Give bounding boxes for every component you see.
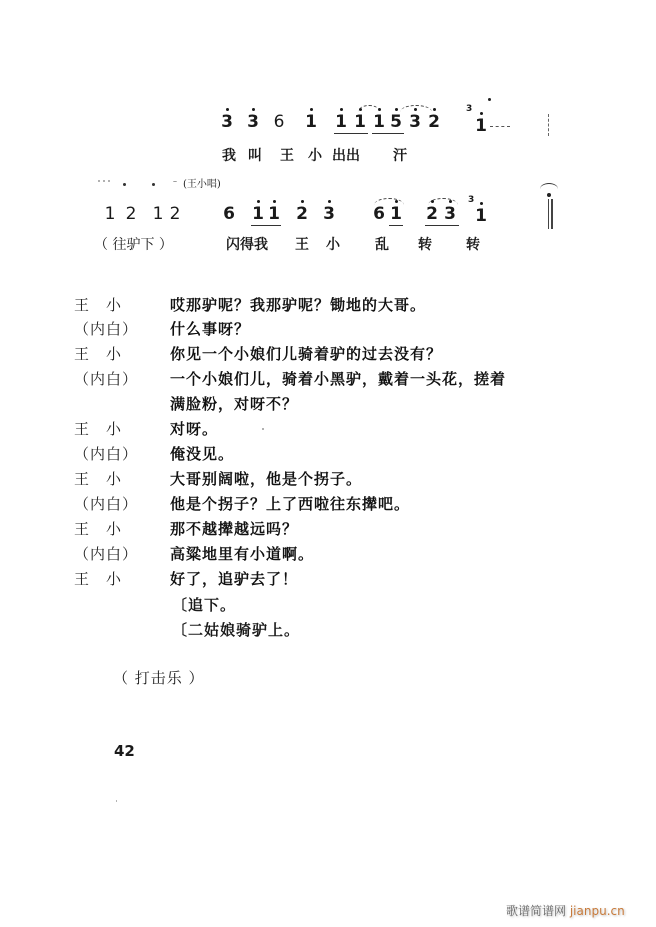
line-text: 满脸粉，对呀不？ — [170, 394, 299, 413]
speck — [108, 180, 110, 182]
grace-note: 3 — [466, 104, 473, 114]
speck — [123, 183, 126, 186]
watermark-site-name: 歌谱简谱网 — [506, 904, 567, 918]
beam-underline — [389, 225, 403, 226]
note: 1 — [152, 204, 164, 224]
beam-underline — [425, 225, 459, 226]
dialogue-line — [74, 491, 410, 515]
note: 2 — [425, 204, 439, 224]
page-number: 42 — [114, 742, 135, 760]
speaker: （内白） — [74, 494, 139, 513]
note: 5 — [389, 112, 403, 132]
dialogue-line — [74, 441, 234, 465]
grace-note: 3 — [468, 195, 475, 205]
line-text: 对呀。 — [170, 419, 219, 438]
note: 1 — [304, 112, 318, 132]
lyric: 叫 — [248, 148, 262, 164]
speaker: 王 小 — [74, 295, 123, 314]
percussion-cue: （ 打击乐 ） — [113, 669, 205, 687]
stage-direction: 〔追下。 — [172, 596, 237, 614]
line-text: 什么事呀？ — [170, 319, 251, 338]
note: 3 — [408, 112, 422, 132]
line-text: 一个小娘们儿，骑着小黑驴，戴着一头花，搓着 — [170, 369, 507, 388]
dialogue-line — [74, 541, 314, 565]
note: 2 — [169, 204, 181, 224]
lyric: 我 — [222, 148, 236, 164]
slur — [358, 105, 380, 112]
fermata-dot — [488, 98, 491, 101]
note: 2 — [427, 112, 441, 132]
speck — [152, 183, 155, 186]
note: 1 — [474, 116, 488, 136]
lyric: 转 — [418, 237, 432, 253]
line-text: 俺没见。 — [170, 444, 235, 463]
fermata-arc — [540, 183, 558, 189]
lyric: 汗 — [393, 148, 407, 164]
speck — [173, 181, 177, 182]
line-text: 大哥别阔啦，他是个拐子。 — [170, 469, 363, 488]
note: 6 — [373, 204, 385, 224]
barline — [548, 114, 550, 136]
final-barline-thick — [551, 199, 553, 229]
extension-dash — [490, 126, 510, 128]
note: 1 — [372, 112, 386, 132]
speck — [98, 180, 100, 182]
beam-underline — [334, 133, 368, 134]
lyric: 小 — [308, 148, 322, 164]
speck — [116, 800, 117, 802]
note: 1 — [389, 204, 403, 224]
dialogue-line — [74, 566, 298, 590]
dialogue-line — [74, 316, 250, 340]
note: 1 — [353, 112, 367, 132]
dialogue-line — [74, 341, 442, 365]
line-text: 你见一个小娘们儿骑着驴的过去没有？ — [170, 344, 443, 363]
note: 3 — [246, 112, 260, 132]
note: 3 — [443, 204, 457, 224]
line-text: 好了，追驴去了！ — [170, 569, 299, 588]
speck — [103, 180, 105, 182]
note: 1 — [334, 112, 348, 132]
speck — [262, 428, 264, 430]
slur — [374, 198, 404, 205]
speaker: （内白） — [74, 319, 139, 338]
line-text: 高粱地里有小道啊。 — [170, 544, 315, 563]
speaker: 王 小 — [74, 419, 123, 438]
speaker: 王 小 — [74, 469, 123, 488]
lyric: 王 — [280, 148, 294, 164]
watermark — [506, 902, 625, 919]
dialogue-line — [74, 416, 218, 440]
lyric: 小 — [326, 237, 340, 253]
note: 3 — [220, 112, 234, 132]
lyric: 闪得我 — [226, 237, 268, 253]
beam-underline — [372, 133, 404, 134]
note: 3 — [322, 204, 336, 224]
note: 6 — [223, 204, 235, 224]
note: 2 — [125, 204, 137, 224]
note: 1 — [251, 204, 265, 224]
dialogue-line-continued — [74, 391, 298, 415]
speaker: 王 小 — [74, 519, 123, 538]
dialogue-line — [74, 292, 426, 316]
lyric: 转 — [466, 237, 480, 253]
slur — [428, 198, 458, 205]
stage-lyric: （ 往驴下 ） — [94, 237, 173, 253]
speaker: 王 小 — [74, 569, 123, 588]
lyric: 乱 — [375, 237, 389, 253]
note: 2 — [295, 204, 309, 224]
speaker: （内白） — [74, 369, 139, 388]
note: 1 — [267, 204, 281, 224]
watermark-domain: jianpu.cn — [569, 904, 625, 918]
stage-direction: 〔二姑娘骑驴上。 — [172, 621, 301, 639]
line-text: 他是个拐子？上了西啦往东撵吧。 — [170, 494, 411, 513]
slur — [400, 105, 432, 112]
note: 1 — [474, 206, 488, 226]
final-barline-thin — [548, 199, 549, 229]
lyric: 王 — [295, 237, 309, 253]
line-text: 哎那驴呢？我那驴呢？锄地的大哥。 — [170, 295, 427, 314]
dialogue-line — [74, 366, 506, 390]
beam-underline — [251, 225, 281, 226]
speaker: 王 小 — [74, 344, 123, 363]
fermata-dot — [547, 193, 551, 197]
speaker: （内白） — [74, 544, 139, 563]
speaker: （内白） — [74, 444, 139, 463]
dialogue-line — [74, 466, 362, 490]
note: 1 — [104, 204, 116, 224]
lyric: 出出 — [332, 148, 360, 164]
line-text: 那不越撵越远吗？ — [170, 519, 299, 538]
note: 6 — [273, 112, 285, 132]
dialogue-line — [74, 516, 298, 540]
singer-annotation: (王小唱) — [183, 179, 221, 190]
